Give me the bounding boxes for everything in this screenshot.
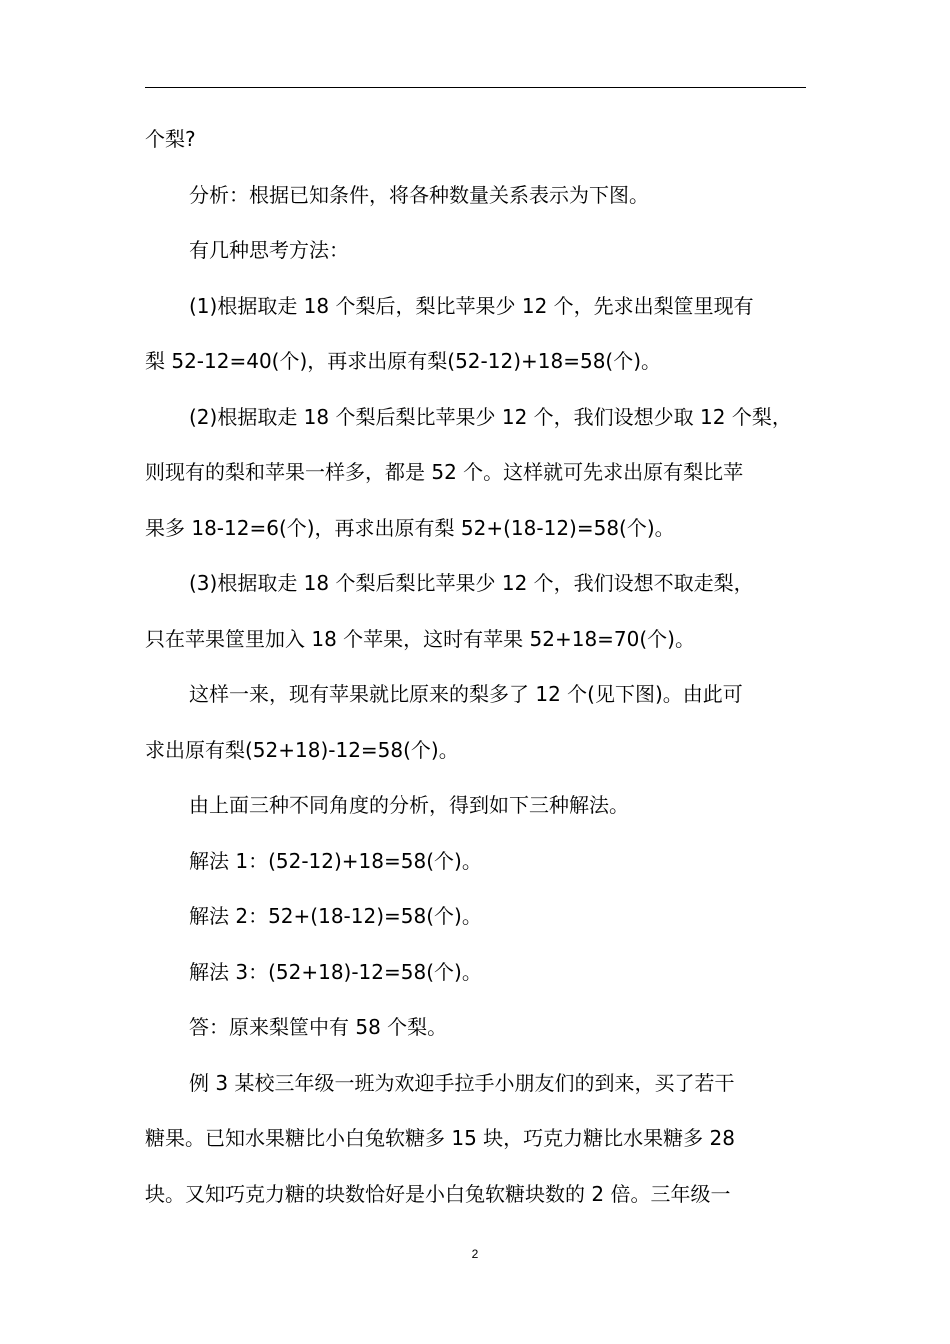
solution-line: 解法 3：(52+18)-12=58(个)。 — [189, 959, 482, 984]
solution-line: 解法 1：(52-12)+18=58(个)。 — [189, 848, 482, 873]
text-line: (3)根据取走 18 个梨后梨比苹果少 12 个，我们设想不取走梨， — [189, 571, 754, 595]
text-line: 有几种思考方法： — [189, 238, 349, 262]
text-line: 糖果。已知水果糖比小白兔软糖多 15 块，巧克力糖比水果糖多 28 — [145, 1126, 735, 1150]
text-line: 果多 18-12=6(个)，再求出原有梨 52+(18-12)=58(个)。 — [145, 515, 675, 540]
text-line: 例 3 某校三年级一班为欢迎手拉手小朋友们的到来，买了若干 — [189, 1070, 735, 1095]
text-line: (2)根据取走 18 个梨后梨比苹果少 12 个，我们设想少取 12 个梨， — [189, 404, 792, 429]
page-number: 2 — [471, 1247, 479, 1261]
document-body — [145, 112, 825, 1222]
text-line: 则现有的梨和苹果一样多，都是 52 个。这样就可先求出原有梨比苹 — [145, 460, 744, 484]
text-line: 由上面三种不同角度的分析，得到如下三种解法。 — [189, 793, 629, 817]
answer-line: 答：原来梨筐中有 58 个梨。 — [189, 1015, 448, 1039]
text-line: 个梨? — [145, 127, 196, 151]
text-line: (1)根据取走 18 个梨后，梨比苹果少 12 个，先求出梨筐里现有 — [189, 293, 754, 318]
solution-line: 解法 2：52+(18-12)=58(个)。 — [189, 904, 482, 928]
text-line: 只在苹果筐里加入 18 个苹果，这时有苹果 52+18=70(个)。 — [145, 626, 695, 651]
header-rule — [145, 87, 806, 88]
text-line: 梨 52-12=40(个)，再求出原有梨(52-12)+18=58(个)。 — [145, 349, 662, 373]
text-line: 这样一来，现有苹果就比原来的梨多了 12 个(见下图)。由此可 — [189, 682, 743, 706]
text-line: 块。又知巧克力糖的块数恰好是小白兔软糖块数的 2 倍。三年级一 — [145, 1181, 731, 1206]
text-line: 分析：根据已知条件，将各种数量关系表示为下图。 — [189, 182, 649, 207]
text-line: 求出原有梨(52+18)-12=58(个)。 — [145, 737, 459, 762]
